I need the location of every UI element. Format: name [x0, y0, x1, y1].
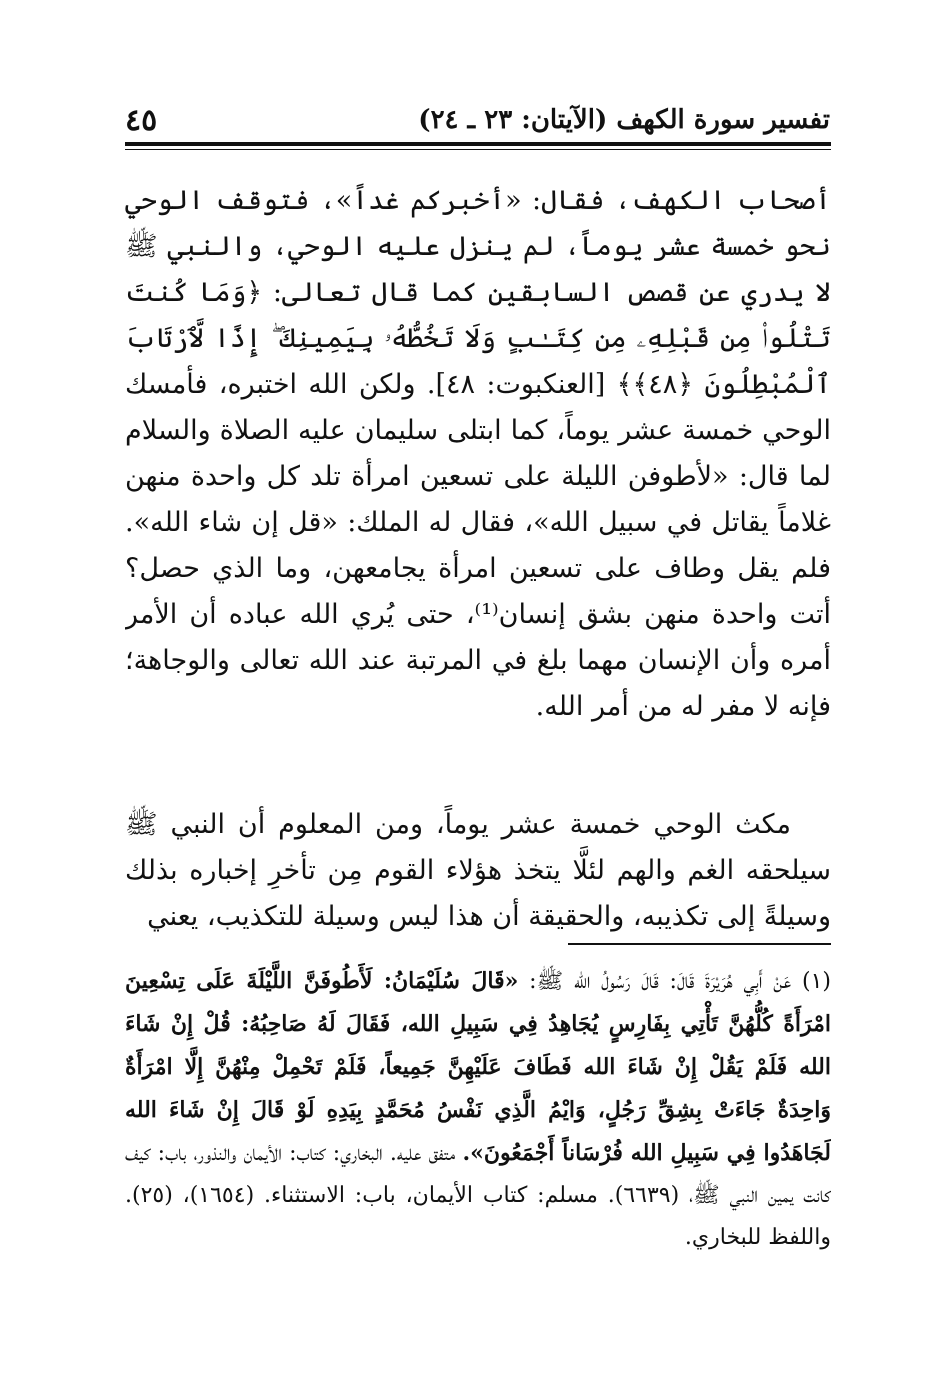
page-number: ٤٥ — [125, 102, 158, 138]
body-paragraph-1: أصحاب الكهف، فقال: «أخبركم غداً»، فتوقف الوحي نحو خمسة عشر يوماً، لم ينزل عليه الوحي، والنبي ﷺ لا يدري عن قصص السابقين كما قال تعالى: ﴿وَمَا كُنتَ تَتْلُوا۟ مِن قَبْلِهِۦ مِن كِتَـٰبٍ وَلَا تَخُطُّهُۥ بِيَمِينِكَ ۖ إِذًا لَّٱرْتَابَ ٱلْمُبْطِلُونَ ﴿٤٨﴾﴾ [العنكبوت: ٤٨]. ولكن الله اختبره، فأمسك الوحي خمسة عشر يوماً، كما ابتلى سليمان عليه الصلاة والسلام لما قال: «لأطوفن الليلة على تسعين امرأة تلد كل واحدة منهن غلاماً يقاتل في سبيل الله»، فقال له الملك: «قل إن شاء الله». فلم يقل وطاف على تسعين امرأة يجامعهن، وما الذي حصل؟ أتت واحدة منهن بشق إنسان⁽¹⁾، حتى يُري الله عباده أن الأمر أمره وأن الإنسان مهما بلغ في المرتبة عند الله تعالى والوجاهة؛ فإنه لا مفر له من أمر الله. — [125, 185, 831, 722]
header-rule-thin — [125, 149, 831, 150]
footnote-marker: (١) — [802, 969, 831, 994]
footnote-hadith: «قَالَ سُلَيْمَانُ: لَأَطُوفَنَّ اللَّيْلَةَ عَلَى تِسْعِينَ امْرَأَةً كُلُّهُنَّ تَأْتِي بِفَارِسٍ يُجَاهِدُ فِي سَبِيلِ الله، فَقَالَ لَهُ صَاحِبُهُ: قُلْ إِنْ شَاءَ الله فَلَمْ يَقُلْ إِنْ شَاءَ الله فَطَافَ عَلَيْهِنَّ جَمِيعاً، فَلَمْ تَحْمِلْ مِنْهُنَّ إِلَّا امْرَأَةٌ وَاحِدَةٌ جَاءَتْ بِشِقِّ رَجُلٍ، وَايْمُ الَّذِي نَفْسُ مُحَمَّدٍ بِيَدِهِ لَوْ قَالَ إِنْ شَاءَ الله لَجَاهَدُوا فِي سَبِيلِ الله فُرْسَاناً أَجْمَعُونَ». — [125, 968, 831, 1166]
body-paragraph-2: مكث الوحي خمسة عشر يوماً، ومن المعلوم أن النبي ﷺ سيلحقه الغم والهم لئلَّا يتخذ هؤلاء القوم مِن تأخرِ إخباره بذلك وسيلةً إلى تكذيبه، والحقيقة أن هذا ليس وسيلة للتكذيب، يعني — [125, 809, 831, 932]
footnote-intro: عَنْ أَبِي هُرَيْرَةَ قَالَ: قَالَ رَسُولُ الله ﷺ: — [529, 969, 792, 994]
page-header — [125, 100, 830, 140]
running-title: تفسير سورة الكهف (الآيتان: ٢٣ ـ ٢٤) — [418, 105, 830, 135]
footnote-source: متفق عليه. البخاري: كتاب: الأيمان والنذور، باب: كيف كانت يمين النبي ﷺ، (٦٦٣٩). مسلم: كتاب الأيمان، باب: الاستثناء. (١٦٥٤)، (٢٥). واللفظ للبخاري. — [125, 1141, 831, 1250]
footnote-separator — [568, 943, 831, 945]
footnote — [125, 960, 831, 1315]
header-rule-thick — [125, 142, 831, 146]
